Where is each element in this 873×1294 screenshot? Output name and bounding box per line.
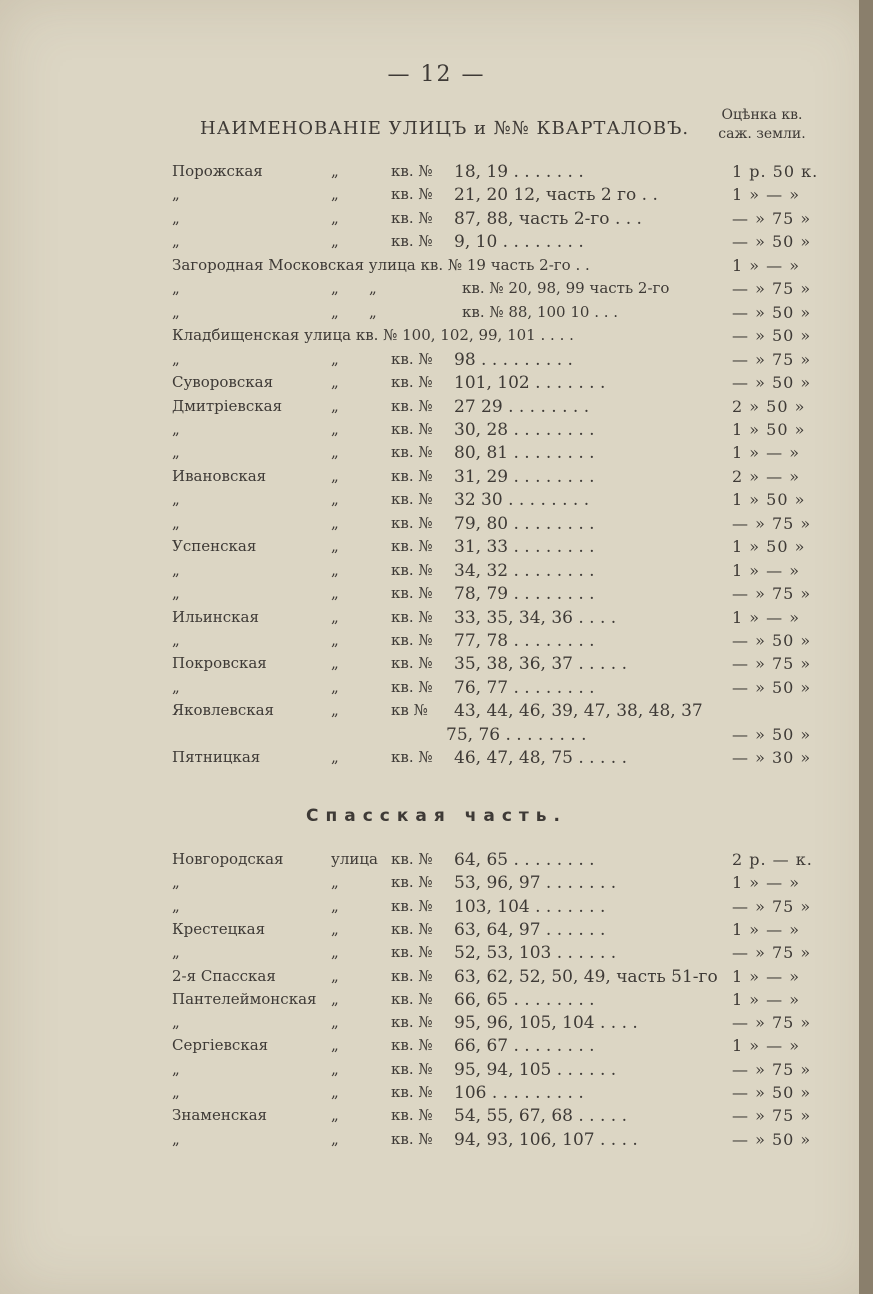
quarter-label: кв. № — [391, 919, 433, 938]
ditto-mark: „ — [331, 537, 339, 556]
table-row — [0, 420, 873, 444]
street-name: „ — [172, 1013, 180, 1032]
quarter-label: кв. № — [391, 162, 433, 180]
quarter-label: кв. № — [391, 850, 433, 868]
page-binding-edge — [859, 0, 873, 1294]
quarter-numbers: 63, 64, 97 . . . . . . — [454, 919, 606, 940]
ditto-mark: „ — [331, 989, 339, 1008]
ditto-mark: „ — [331, 1013, 339, 1032]
valuation-value: — » 75 » — [732, 943, 812, 963]
ditto-mark: „ — [369, 302, 377, 321]
quarter-label: кв. № — [391, 490, 433, 509]
quarter-numbers: 54, 55, 67, 68 . . . . . — [454, 1106, 627, 1127]
quarter-numbers: 77, 78 . . . . . . . . — [454, 631, 595, 651]
street-name: „ — [172, 419, 180, 438]
ditto-mark: „ — [331, 490, 339, 509]
quarter-label: кв. № — [391, 1083, 433, 1101]
quarter-label: кв. № — [391, 1013, 433, 1032]
table-row — [0, 397, 873, 421]
table-row — [0, 920, 873, 944]
ditto-mark: „ — [331, 584, 339, 603]
quarter-label: кв. № — [391, 654, 433, 673]
table-row — [0, 256, 873, 280]
valuation-value: 1 » — » — [732, 919, 801, 939]
ditto-mark: „ — [331, 1129, 339, 1148]
street-name: „ — [172, 631, 180, 649]
table-row — [0, 678, 873, 702]
street-name: Дмитріевская — [172, 396, 283, 415]
quarter-label: кв. № — [391, 185, 433, 204]
table-row — [0, 850, 873, 874]
ditto-mark: „ — [331, 748, 339, 767]
table-row — [0, 631, 873, 655]
valuation-value: 1 » — » — [732, 255, 801, 275]
quarter-label: кв. № — [391, 419, 433, 438]
ditto-mark: „ — [331, 1036, 339, 1055]
quarter-numbers: 21, 20 12, часть 2 го . . — [454, 185, 658, 206]
street-name: „ — [172, 208, 180, 227]
quarter-label: кв. № — [391, 537, 433, 556]
street-name: Ильинская — [172, 607, 259, 626]
street-name: „ — [172, 490, 180, 509]
quarter-numbers: 18, 19 . . . . . . . — [454, 162, 584, 182]
valuation-value: — » 50 » — [732, 373, 812, 393]
quarter-label: кв. № — [391, 513, 433, 532]
valuation-value: 1 » — » — [732, 1036, 801, 1056]
ditto-mark: „ — [331, 185, 339, 204]
valuation-value: 1 » 50 » — [732, 419, 806, 439]
valuation-value: — » 50 » — [732, 302, 812, 322]
quarter-label: кв. № — [391, 1059, 433, 1078]
ditto-mark: „ — [331, 1059, 339, 1078]
quarter-numbers: 76, 77 . . . . . . . . — [454, 677, 595, 698]
table-row — [0, 1083, 873, 1107]
street-name: Новгородская — [172, 850, 284, 868]
table-row — [0, 209, 873, 233]
valuation-value: 2 р. — к. — [732, 850, 813, 869]
street-name: Сергіевская — [172, 1036, 269, 1055]
valuation-value: — » 50 » — [732, 326, 812, 346]
page-number: — 12 — — [387, 62, 486, 87]
quarter-numbers: 66, 67 . . . . . . . . — [454, 1036, 595, 1057]
table-row — [0, 1036, 873, 1060]
street-name: Крестецкая — [172, 919, 266, 938]
quarter-numbers: 106 . . . . . . . . . — [454, 1083, 584, 1103]
valuation-value: — » 75 » — [732, 208, 812, 228]
valuation-value: — » 50 » — [732, 232, 812, 252]
street-name: „ — [172, 1059, 180, 1078]
street-name: „ — [172, 1083, 180, 1101]
table-row — [0, 873, 873, 897]
quarter-numbers: 35, 38, 36, 37 . . . . . — [454, 654, 627, 675]
quarter-label: кв. № — [391, 466, 433, 485]
street-name: „ — [172, 873, 180, 892]
ditto-mark: „ — [331, 896, 339, 915]
street-name: Суворовская — [172, 373, 274, 392]
quarter-label: кв. № — [391, 443, 433, 462]
street-name: Покровская — [172, 654, 267, 673]
ditto-mark: „ — [331, 349, 339, 368]
quarter-numbers: 34, 32 . . . . . . . . — [454, 560, 595, 581]
table-header-valuation — [712, 106, 812, 144]
valuation-value: 1 » 50 » — [732, 537, 806, 557]
table-row — [0, 1106, 873, 1130]
table-row — [0, 1060, 873, 1084]
quarter-numbers: 103, 104 . . . . . . . — [454, 896, 606, 917]
ditto-mark: „ — [331, 302, 339, 321]
valuation-value: — » 75 » — [732, 513, 812, 533]
ditto-mark: „ — [331, 513, 339, 532]
street-name: „ — [172, 185, 180, 204]
valuation-value: 1 » — » — [732, 989, 801, 1009]
quarter-numbers: 94, 93, 106, 107 . . . . — [454, 1129, 638, 1150]
table-row — [0, 725, 873, 749]
street-name: Яковлевская — [172, 701, 274, 720]
quarter-label: кв. № — [391, 896, 433, 915]
quarter-numbers: 33, 35, 34, 36 . . . . — [454, 607, 617, 628]
ditto-mark: „ — [331, 466, 339, 485]
quarter-label: кв. № — [391, 1129, 433, 1148]
table-row — [0, 561, 873, 585]
street-name: Успенская — [172, 537, 257, 556]
table-row — [0, 350, 873, 374]
table-row — [0, 1013, 873, 1037]
street-name: Знаменская — [172, 1106, 268, 1125]
quarter-label: кв. № — [391, 748, 433, 767]
quarter-label: кв. № — [391, 373, 433, 392]
street-name: „ — [172, 443, 180, 462]
ditto-mark: „ — [331, 560, 339, 579]
valuation-value: — » 30 » — [732, 748, 812, 768]
table-header-streets: НАИМЕНОВАНІЕ УЛИЦЪ и №№ КВАРТАЛОВЪ. — [200, 118, 690, 139]
street-name: „ — [172, 513, 180, 532]
ditto-mark: улица — [331, 850, 378, 868]
quarter-numbers: 52, 53, 103 . . . . . . — [454, 943, 617, 964]
quarter-numbers: 27 29 . . . . . . . . — [454, 396, 590, 417]
street-name: „ — [172, 349, 180, 368]
street-name: „ — [172, 232, 180, 251]
table-row — [0, 967, 873, 991]
valuation-value: 1 » — » — [732, 966, 801, 986]
quarter-label: кв. № 20, 98, 99 часть 2-го — [462, 279, 670, 298]
valuation-value: — » 50 » — [732, 1083, 812, 1102]
quarter-numbers: 30, 28 . . . . . . . . — [454, 419, 595, 440]
table-row — [0, 232, 873, 256]
quarter-numbers: 87, 88, часть 2-го . . . — [454, 208, 642, 229]
valuation-value: — » 75 » — [732, 279, 812, 299]
quarter-label: кв. № — [391, 943, 433, 962]
table-row — [0, 897, 873, 921]
street-name: Ивановская — [172, 466, 267, 485]
valuation-value: 1 » — » — [732, 607, 801, 627]
ditto-mark: „ — [331, 232, 339, 251]
quarter-numbers: 31, 29 . . . . . . . . — [454, 466, 595, 487]
valuation-value: 1 » — » — [732, 185, 801, 205]
ditto-mark: „ — [331, 162, 339, 180]
valuation-value: 1 » — » — [732, 873, 801, 893]
quarter-numbers: 75, 76 . . . . . . . . — [446, 724, 587, 745]
table-row — [0, 490, 873, 514]
street-name: „ — [172, 584, 180, 603]
table-row — [0, 373, 873, 397]
quarter-label: кв. № — [391, 349, 433, 368]
ditto-mark: „ — [331, 419, 339, 438]
quarter-label: кв. № — [391, 677, 433, 696]
street-name: 2-я Спасская — [172, 966, 276, 985]
table-row — [0, 990, 873, 1014]
table-row — [0, 303, 873, 327]
table-row — [0, 584, 873, 608]
quarter-numbers: 98 . . . . . . . . . — [454, 349, 573, 370]
table-row — [0, 654, 873, 678]
quarter-label: кв. № — [391, 631, 433, 649]
valuation-value: 2 » — » — [732, 466, 801, 486]
ditto-mark: „ — [331, 919, 339, 938]
street-name: „ — [172, 302, 180, 321]
quarter-numbers: 9, 10 . . . . . . . . — [454, 232, 584, 253]
valuation-value: — » 75 » — [732, 1106, 812, 1126]
ditto-mark: „ — [331, 701, 339, 720]
table-row — [0, 748, 873, 772]
quarter-numbers: 80, 81 . . . . . . . . — [454, 443, 595, 464]
ditto-mark: „ — [331, 873, 339, 892]
street-name: Кладбищенская улица кв. № 100, 102, 99, 101 . . . . — [172, 326, 574, 345]
table-row — [0, 185, 873, 209]
quarter-label: кв. № — [391, 989, 433, 1008]
valuation-value: 1 » — » — [732, 560, 801, 580]
valuation-header-line1: Оцѣнка кв. — [721, 107, 803, 123]
quarter-label: кв. № — [391, 1036, 433, 1055]
ditto-mark: „ — [331, 607, 339, 626]
street-name: „ — [172, 1129, 180, 1148]
quarter-label: кв. № — [391, 396, 433, 415]
table-row — [0, 467, 873, 491]
quarter-label: кв. № — [391, 584, 433, 603]
street-name: Порожская — [172, 162, 263, 180]
valuation-value: 1 р. 50 к. — [732, 162, 819, 181]
valuation-value: — » 50 » — [732, 724, 812, 744]
quarter-numbers: 53, 96, 97 . . . . . . . — [454, 873, 617, 894]
street-name: „ — [172, 896, 180, 915]
valuation-value: 1 » — » — [732, 443, 801, 463]
quarter-label: кв. № — [391, 1106, 433, 1125]
table-row — [0, 514, 873, 538]
quarter-numbers: 95, 96, 105, 104 . . . . — [454, 1013, 638, 1034]
street-name: „ — [172, 943, 180, 962]
street-name: „ — [172, 279, 180, 298]
ditto-mark: „ — [331, 631, 339, 649]
table-row — [0, 279, 873, 303]
quarter-numbers: 46, 47, 48, 75 . . . . . — [454, 748, 627, 769]
quarter-numbers: 64, 65 . . . . . . . . — [454, 850, 595, 870]
quarter-numbers: 66, 65 . . . . . . . . — [454, 989, 595, 1010]
valuation-value: — » 50 » — [732, 1129, 812, 1149]
table-row — [0, 162, 873, 186]
quarter-label: кв. № 88, 100 10 . . . — [462, 302, 619, 321]
quarter-label: кв. № — [391, 873, 433, 892]
street-name: „ — [172, 677, 180, 696]
valuation-value: — » 75 » — [732, 654, 812, 674]
valuation-value: — » 75 » — [732, 1013, 812, 1033]
quarter-numbers: 63, 62, 52, 50, 49, часть 51-го — [454, 966, 718, 987]
quarter-label: кв. № — [391, 607, 433, 626]
street-name: Пантелеймонская — [172, 989, 317, 1008]
ditto-mark: „ — [331, 1106, 339, 1125]
ditto-mark: „ — [331, 677, 339, 696]
table-row — [0, 943, 873, 967]
table-row — [0, 1130, 873, 1154]
street-name: Пятницкая — [172, 748, 261, 767]
table-row — [0, 701, 873, 725]
quarter-numbers: 43, 44, 46, 39, 47, 38, 48, 37 — [454, 701, 703, 722]
table-row — [0, 608, 873, 632]
ditto-mark: „ — [331, 654, 339, 673]
quarter-label: кв. № — [391, 560, 433, 579]
quarter-label: кв. № — [391, 232, 433, 251]
quarter-numbers: 31, 33 . . . . . . . . — [454, 537, 595, 558]
quarter-numbers: 78, 79 . . . . . . . . — [454, 584, 595, 605]
valuation-value: — » 75 » — [732, 349, 812, 369]
ditto-mark: „ — [331, 396, 339, 415]
quarter-label: кв. № — [391, 966, 433, 985]
ditto-mark: „ — [331, 279, 339, 298]
ditto-mark: „ — [331, 943, 339, 962]
valuation-value: — » 50 » — [732, 677, 812, 697]
table-row — [0, 443, 873, 467]
valuation-value: 1 » 50 » — [732, 490, 806, 510]
ditto-mark: „ — [331, 373, 339, 392]
quarter-numbers: 101, 102 . . . . . . . — [454, 373, 606, 394]
valuation-value: — » 50 » — [732, 631, 812, 650]
valuation-value: — » 75 » — [732, 896, 812, 916]
ditto-mark: „ — [331, 966, 339, 985]
ditto-mark: „ — [331, 443, 339, 462]
valuation-value: — » 75 » — [732, 584, 812, 604]
ditto-mark: „ — [369, 279, 377, 298]
table-row — [0, 326, 873, 350]
quarter-numbers: 79, 80 . . . . . . . . — [454, 513, 595, 534]
ditto-mark: „ — [331, 1083, 339, 1101]
quarter-label: кв. № — [391, 208, 433, 227]
street-name: Загородная Московская улица кв. № 19 часть 2-го . . — [172, 255, 590, 274]
valuation-header-line2: саж. земли. — [718, 126, 806, 142]
table-row — [0, 537, 873, 561]
quarter-numbers: 32 30 . . . . . . . . — [454, 490, 590, 511]
valuation-value: — » 75 » — [732, 1059, 812, 1079]
street-name: „ — [172, 560, 180, 579]
ditto-mark: „ — [331, 208, 339, 227]
quarter-numbers: 95, 94, 105 . . . . . . — [454, 1059, 617, 1080]
section-title: Спасская часть. — [306, 806, 567, 826]
valuation-value: 2 » 50 » — [732, 396, 806, 416]
quarter-label: кв № — [391, 701, 428, 720]
